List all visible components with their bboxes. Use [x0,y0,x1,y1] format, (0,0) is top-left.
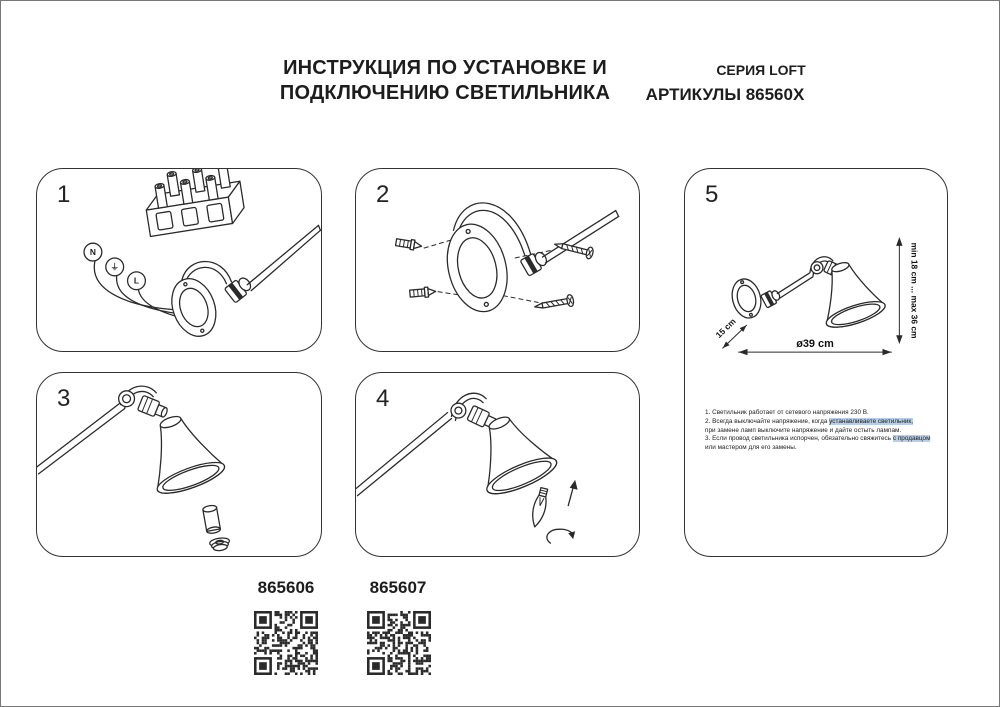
note-text: при замене ламп выключите напряжение и дайте остыть лампам. [705,426,902,434]
series-label: СЕРИЯ LOFT [716,62,806,78]
note-highlight: с продавцом [892,435,931,443]
dimension-width-label: ø39 cm [796,338,834,351]
step-panel-5 [684,168,948,557]
lamp-dimensions-illustration [685,169,947,556]
insert-arrow [568,480,577,506]
step-number-1: 1 [57,181,71,208]
step-panel-2 [355,168,640,352]
step-number-3: 3 [57,385,71,412]
wall-anchor [410,286,436,298]
dimension-depth-label: 15 cm [713,316,738,340]
note-text: или мастером для его замены. [705,444,797,452]
dimension-diagonal [714,316,747,348]
light-bulb [529,487,550,528]
step-panel-4 [355,372,640,557]
wire-labels [84,243,145,289]
step-number-5: 5 [705,181,719,208]
wall-lamp [728,254,888,332]
note-text: 2. Всегда выключайте напряжение, когда [705,417,830,425]
page-title-line2: ПОДКЛЮЧЕНИЮ СВЕТИЛЬНИКА [279,82,611,104]
lampshade [136,406,228,500]
step-panel-3 [36,372,322,557]
wiring-illustration [37,169,321,351]
wire-label-l: L [133,275,140,286]
safety-notes [705,409,943,453]
mounting-screw [534,294,575,313]
wire-label-n: N [89,247,96,258]
shade-assembly-illustration [37,373,321,556]
lamp-arm [37,386,169,474]
article-number-865607: 865607 [369,578,427,597]
earth-symbol: ⏚ [110,261,119,272]
lamp-base [164,225,320,342]
article-number-865606: 865606 [257,578,315,597]
step-number-2: 2 [376,181,390,208]
note-highlight: устанавливаете светильник, [829,417,913,425]
mounting-screw [553,238,594,259]
wall-anchor [395,237,422,251]
page-title [245,56,645,106]
step-number-4: 4 [376,385,390,412]
mounting-illustration [356,169,639,351]
articles-label: АРТИКУЛЫ 86560X [645,85,805,104]
dimension-vertical [896,237,919,344]
qr-code [367,611,431,675]
terminal-block [141,169,246,236]
bulb-installation-illustration [356,373,639,556]
shade-ring-nut [202,505,230,552]
note-text: 1. Светильник работает от сетевого напряжения 230 В. [705,409,869,416]
lamp-arm [356,393,497,495]
rotate-arrow [547,529,575,543]
qr-code [254,611,318,675]
dimension-horizontal [739,338,892,355]
dimension-height-label: min 18 cm ... max 36 cm [909,242,920,339]
step-panel-1 [36,168,322,352]
note-text: 3. Если провод светильника испорчен, обязательно свяжитесь [705,435,893,443]
page-title-line1: ИНСТРУКЦИЯ ПО УСТАНОВКЕ И [283,57,607,79]
